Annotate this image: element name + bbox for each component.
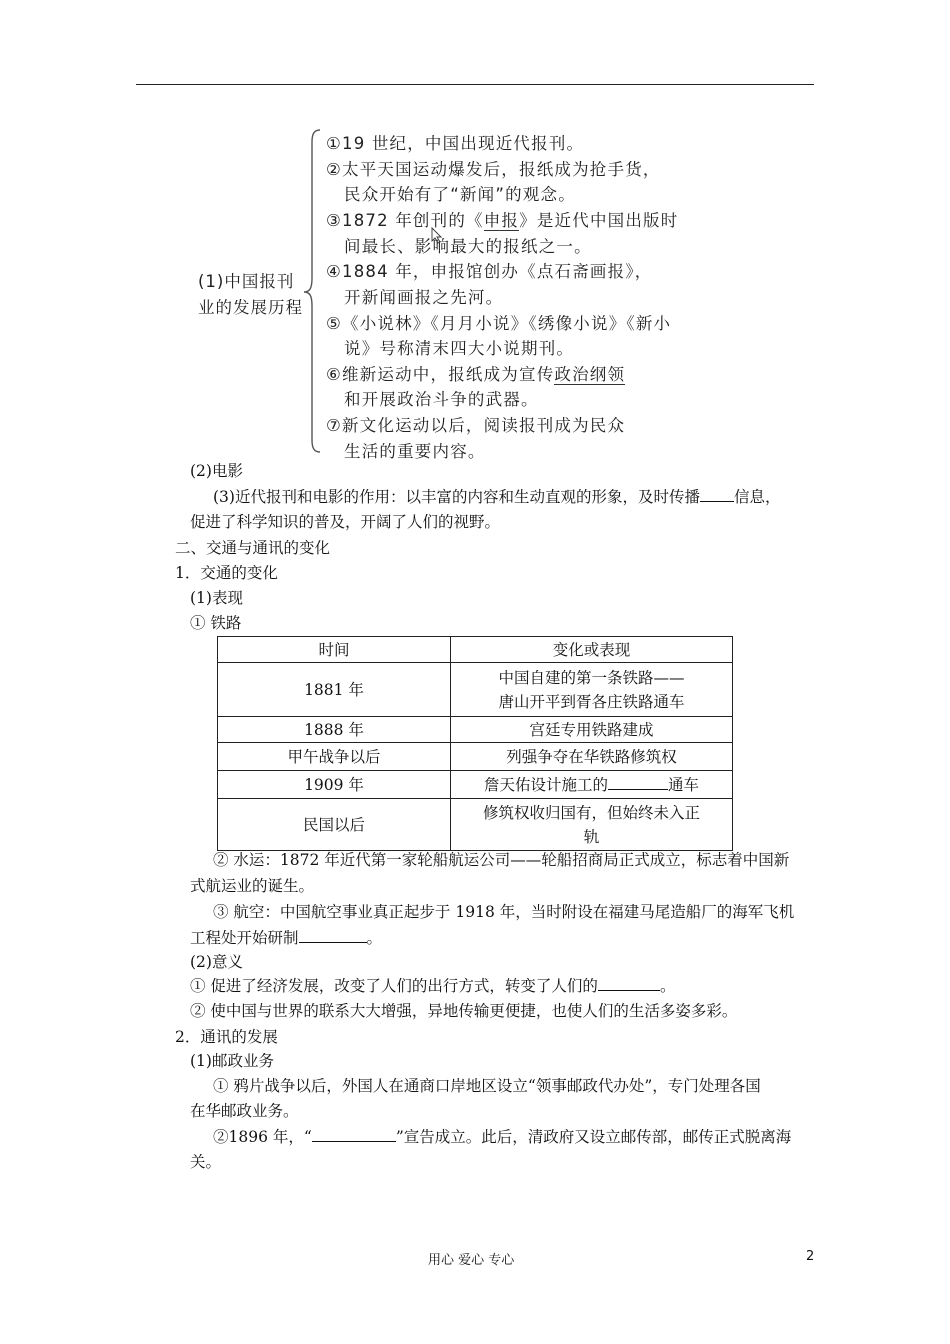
water-line2: 式航运业的诞生。 [190, 877, 315, 895]
table-header-time: 时间 [218, 637, 451, 663]
railway-table [217, 636, 733, 851]
table-header-change: 变化或表现 [451, 637, 733, 663]
meaning-2: ② 使中国与世界的联系大大增强，异地传输更便捷，也使人们的生活多姿多彩。 [190, 1002, 738, 1020]
meaning-heading: (2)意义 [190, 953, 243, 971]
press-item-4: ④1884 年，申报馆创办《点石斋画报》， [326, 262, 653, 281]
air-line1: ③ 航空：中国航空事业真正起步于 1918 年，当时附设在福建马尾造船厂的海军飞机 [213, 903, 795, 921]
press-item-6: ⑥维新运动中，报纸成为宣传政治纲领 [326, 365, 626, 384]
footer-text: 用心 爱心 专心 [428, 1253, 515, 1268]
comm-heading: 2．通讯的发展 [175, 1028, 278, 1046]
railway-heading: ① 铁路 [190, 614, 242, 632]
press-item-3: ③1872 年创刊的《申报》是近代中国出版时 [326, 211, 679, 230]
air-line2: 工程处开始研制 。 [190, 929, 383, 947]
zhengzhi-gangling-underlined: 政治纲领 [554, 365, 626, 384]
post-heading: (1)邮政业务 [190, 1052, 274, 1070]
post1-line1: ① 鸦片战争以后，外国人在通商口岸地区设立“领事邮政代办处”，专门处理各国 [213, 1077, 761, 1095]
press-item-5: ⑤《小说林》《月月小说》《绣像小说》《新小 [326, 314, 672, 333]
post2-line2: 关。 [190, 1153, 222, 1171]
manifest-heading: (1)表现 [190, 589, 243, 607]
press-item-1: ①19 世纪，中国出现近代报刊。 [326, 134, 585, 153]
mouse-cursor-icon [430, 226, 442, 244]
table-row: 1888 年 宫廷专用铁路建成 [218, 717, 733, 743]
press-item-7b: 生活的重要内容。 [344, 442, 486, 461]
page-number: 2 [806, 1249, 815, 1264]
header-rule [136, 84, 814, 85]
press-item-2: ②太平天国运动爆发后，报纸成为抢手货， [326, 160, 661, 179]
table-row: 1881 年 中国自建的第一条铁路—— 唐山开平到胥各庄铁路通车 [218, 663, 733, 717]
press-item-4b: 开新闻画报之先河。 [344, 288, 504, 307]
press-item-3b: 间最长、影响最大的报纸之一。 [344, 237, 592, 256]
water-line1: ② 水运：1872 年近代第一家轮船航运公司——轮船招商局正式成立，标志着中国新 [213, 851, 790, 869]
press-item-2b: 民众开始有了“新闻”的观念。 [344, 185, 576, 204]
table-row: 甲午战争以后 列强争夺在华铁路修筑权 [218, 743, 733, 771]
table-row: 民国以后 修筑权收归国有，但始终未入正 轨 [218, 799, 733, 851]
section-two-heading: 二、交通与通讯的变化 [175, 539, 331, 557]
transport-heading: 1．交通的变化 [175, 564, 278, 582]
table-row: 1909 年 詹天佑设计施工的 通车 [218, 771, 733, 799]
meaning-1: ① 促进了经济发展，改变了人们的出行方式，转变了人们的 。 [190, 977, 676, 995]
role-line1: (3)近代报刊和电影的作用：以丰富的内容和生动直观的形象，及时传播 信息， [213, 488, 781, 506]
press-item-5b: 说》号称清末四大小说期刊。 [344, 339, 575, 358]
press-label-line1: (1)中国报刊 [198, 272, 295, 291]
role-line2: 促进了科学知识的普及，开阔了人们的视野。 [190, 513, 501, 531]
film-heading: (2)电影 [190, 462, 243, 480]
brace-icon [302, 128, 324, 454]
press-item-6b: 和开展政治斗争的武器。 [344, 390, 539, 409]
press-label-line2: 业的发展历程 [198, 298, 303, 317]
post1-line2: 在华邮政业务。 [190, 1102, 299, 1120]
post2-line1: ②1896 年，“ ”宣告成立。此后，清政府又设立邮传部，邮传正式脱离海 [213, 1128, 792, 1146]
press-item-7: ⑦新文化运动以后，阅读报刊成为民众 [326, 416, 626, 435]
shenbao-underlined: 申报 [483, 211, 520, 230]
